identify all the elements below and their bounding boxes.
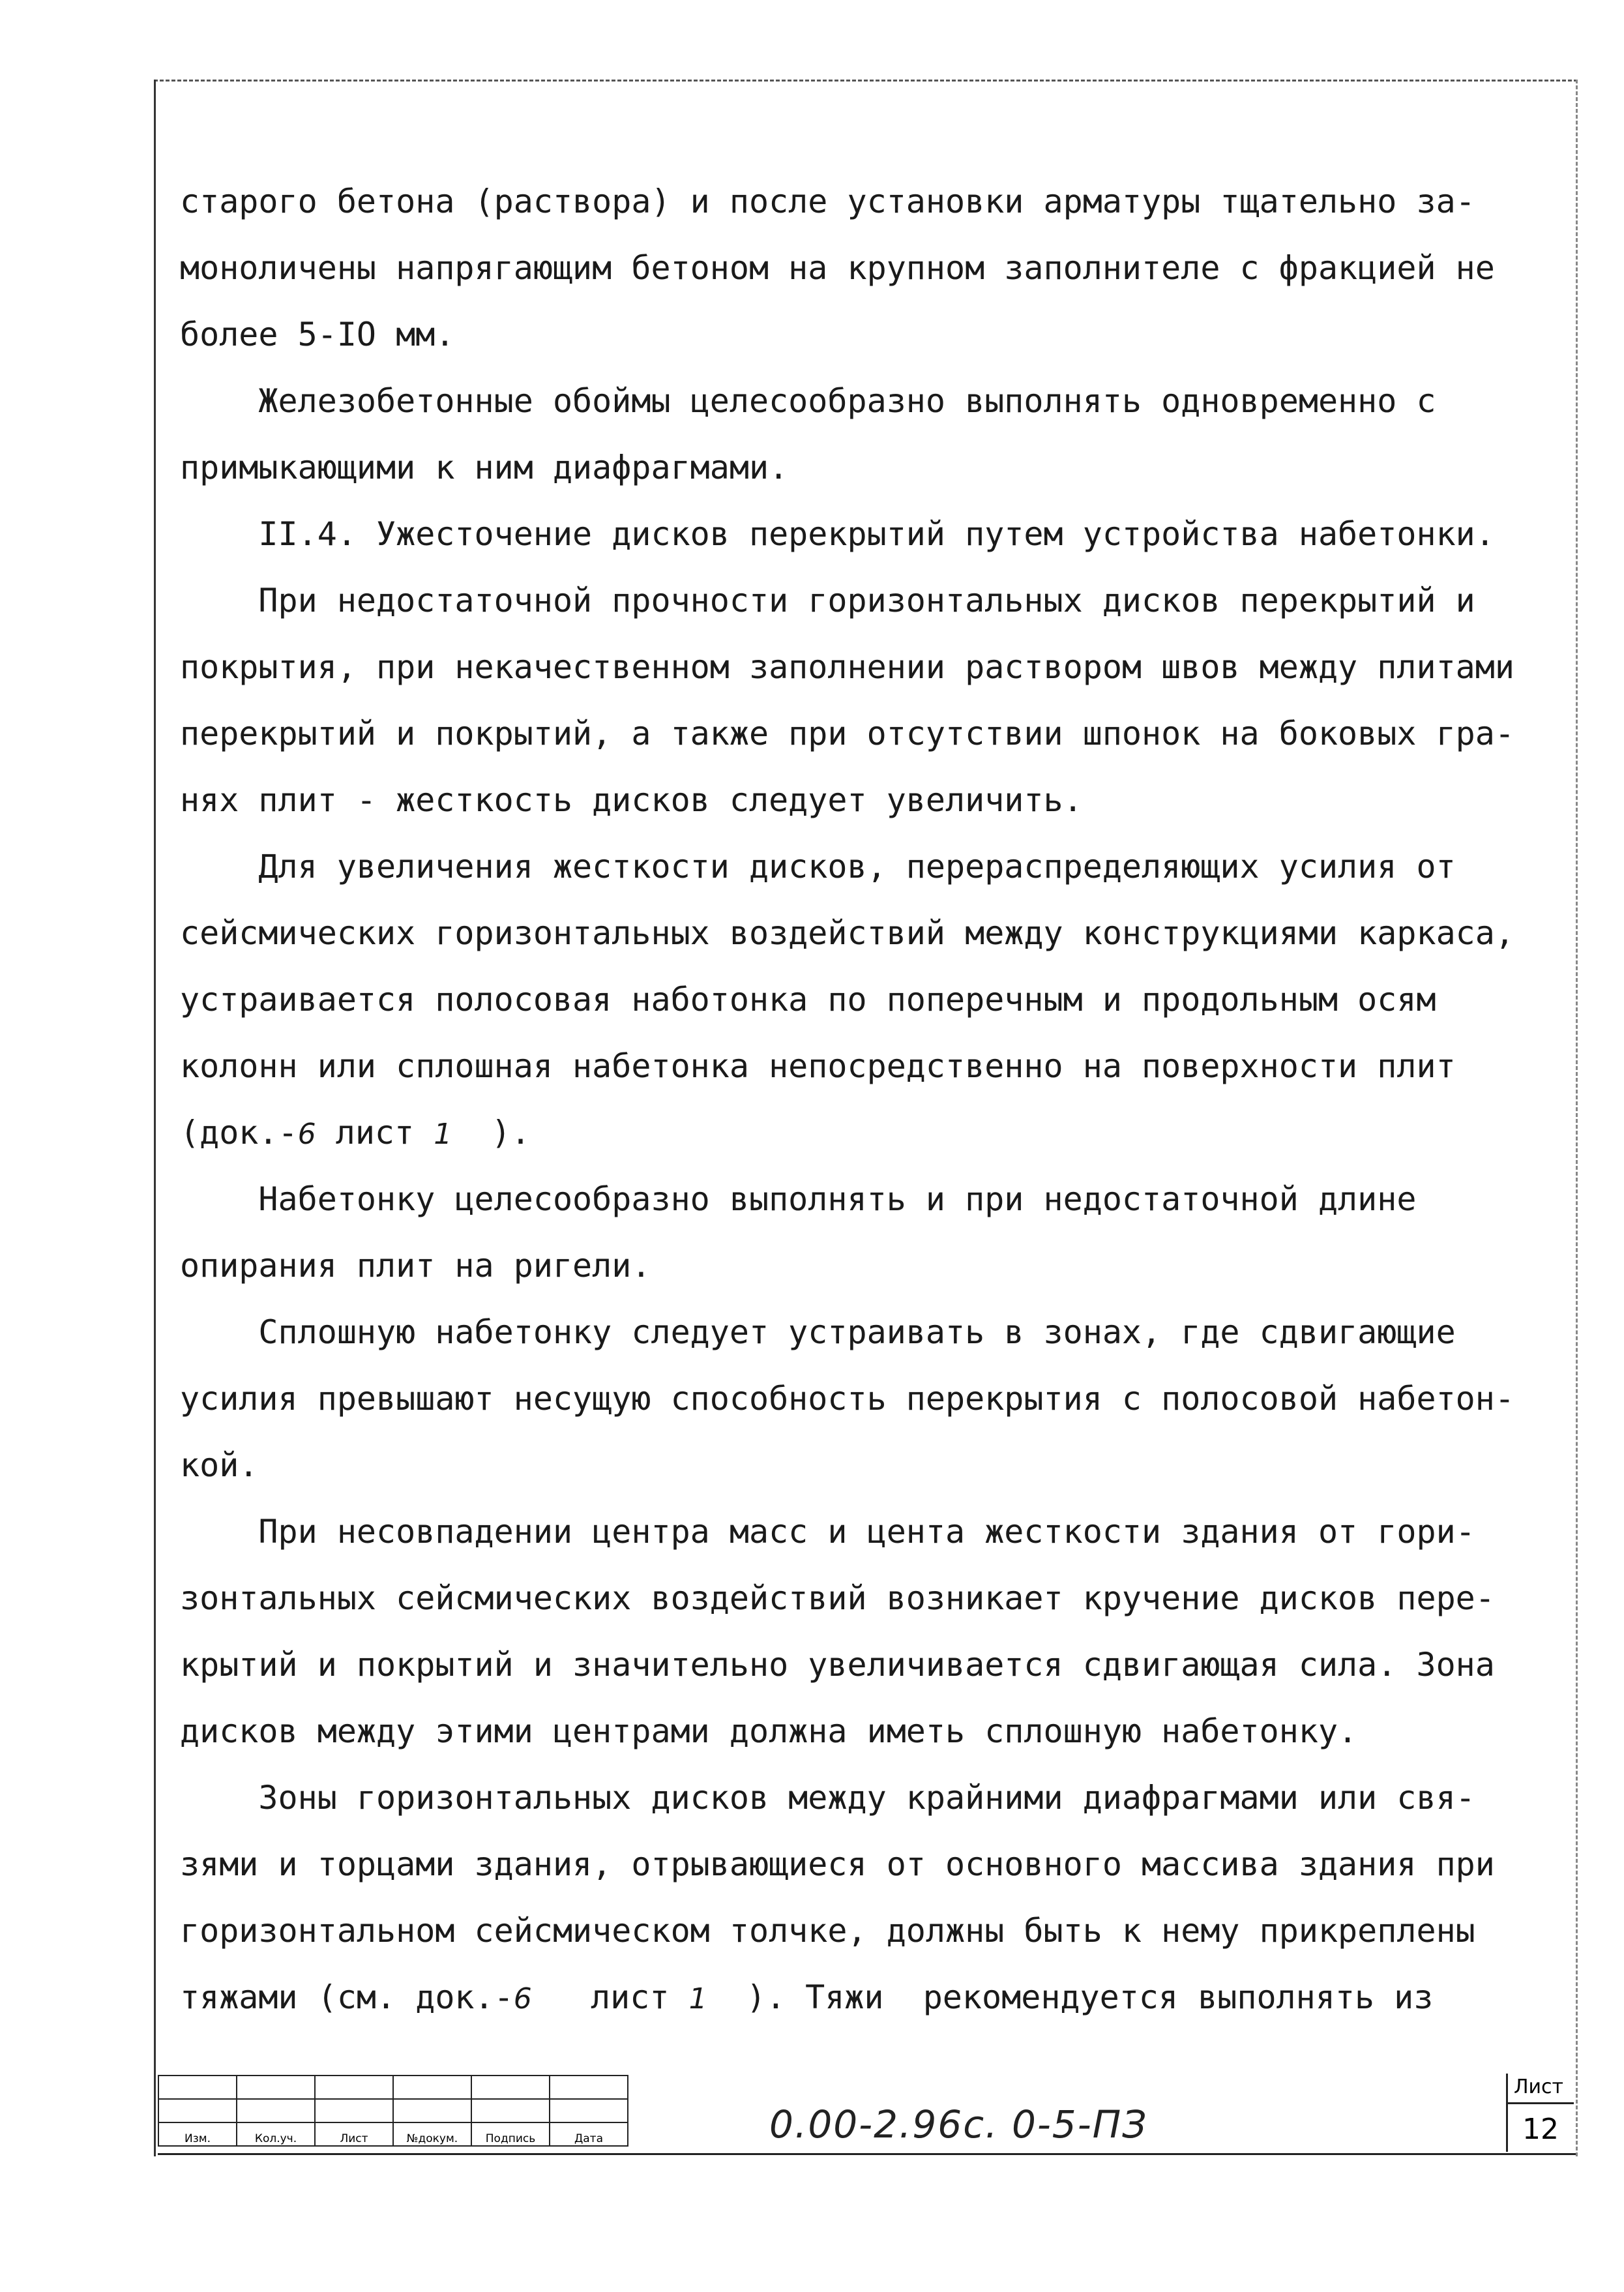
text-line: Для увеличения жесткости дисков, перераспределяющих усилия от [180, 848, 1456, 886]
label-count: Кол.уч. [237, 2122, 315, 2146]
text-line: Зоны горизонтальных дисков между крайними диафрагмами или свя- [180, 1779, 1475, 1817]
reference-line [180, 1964, 1575, 2031]
label-sheet: Лист [315, 2122, 393, 2146]
text-line: кой. [180, 1446, 259, 1484]
label-signature: Подпись [471, 2122, 550, 2146]
frame-left-border [154, 80, 156, 2156]
document-code: 0.00-2.96с. 0-5-ПЗ [769, 2102, 1148, 2147]
label-date: Дата [550, 2122, 628, 2146]
frame-right-border [1576, 80, 1578, 2156]
text-line: опирания плит на ригели. [180, 1247, 651, 1285]
text-line: При несовпадении центра масс и цента жесткости здания от гори- [180, 1513, 1475, 1551]
revision-table [158, 2075, 628, 2147]
text-line: При недостаточной прочности горизонтальных дисков перекрытий и [180, 582, 1475, 619]
label-change: Изм. [158, 2122, 237, 2146]
text-line: зями и торцами здания, отрывающиеся от основного массива здания при [180, 1845, 1495, 1883]
text-line: старого бетона (раствора) и после установки арматуры тщательно за- [180, 183, 1475, 220]
text-line: дисков между этими центрами должна иметь сплошную набетонку. [180, 1712, 1358, 1750]
handwritten-doc-number: 6 [513, 1982, 532, 2016]
section-heading: II.4. Ужесточение дисков перекрытий путем устройства набетонки. [180, 515, 1495, 553]
frame-top-border [154, 80, 1578, 82]
text-line: зонтальных сейсмических воздействий возникает кручение дисков пере- [180, 1579, 1495, 1617]
text-line: более 5-IO мм. [180, 316, 455, 353]
sheet-number: 12 [1522, 2113, 1559, 2146]
ref-prefix: (док.- [180, 1114, 298, 1152]
ref-suffix: ). Тяжи рекомендуется выполнять из [707, 1978, 1434, 2016]
ref-sheet-word: лист [316, 1114, 434, 1152]
text-line: горизонтальном сейсмическом толчке, должны быть к нему прикреплены [180, 1912, 1475, 1950]
text-line: нях плит - жесткость дисков следует увеличить. [180, 781, 1083, 819]
text-line: Сплошную набетонку следует устраивать в зонах, где сдвигающие [180, 1313, 1456, 1351]
text-line: сейсмических горизонтальных воздействий между конструкциями каркаса, [180, 914, 1514, 952]
label-doc-number: №докум. [393, 2122, 471, 2146]
text-line: колонн или сплошная набетонка непосредственно на поверхности плит [180, 1047, 1456, 1085]
frame-bottom-border [158, 2153, 1576, 2155]
handwritten-doc-number: 6 [297, 1118, 316, 1151]
body-text [180, 168, 1575, 2031]
text-line: моноличены напрягающим бетоном на крупном заполнителе с фракцией не [180, 249, 1495, 287]
text-line: Набетонку целесообразно выполнять и при недостаточной длине [180, 1180, 1417, 1218]
ref-sheet-word: лист [531, 1978, 689, 2016]
handwritten-sheet-number: 1 [434, 1118, 452, 1151]
sheet-label: Лист [1514, 2076, 1564, 2098]
ref-suffix: ). [452, 1114, 531, 1152]
sheet-divider [1506, 2102, 1574, 2104]
text-line: крытий и покрытий и значительно увеличивается сдвигающая сила. Зона [180, 1646, 1495, 1684]
handwritten-sheet-number: 1 [688, 1982, 707, 2016]
text-line: усилия превышают несущую способность перекрытия с полосовой набетон- [180, 1380, 1514, 1418]
text-line: примыкающими к ним диафрагмами. [180, 449, 789, 486]
text-line: устраивается полосовая наботонка по поперечным и продольным осям [180, 981, 1436, 1019]
text-line: покрытия, при некачественном заполнении раствором швов между плитами [180, 648, 1514, 686]
ref-prefix: тяжами (см. док.- [180, 1978, 514, 2016]
reference-line [180, 1099, 1575, 1166]
text-line: перекрытий и покрытий, а также при отсутствии шпонок на боковых гра- [180, 715, 1514, 752]
text-line: Железобетонные обоймы целесообразно выполнять одновременно с [180, 382, 1436, 420]
